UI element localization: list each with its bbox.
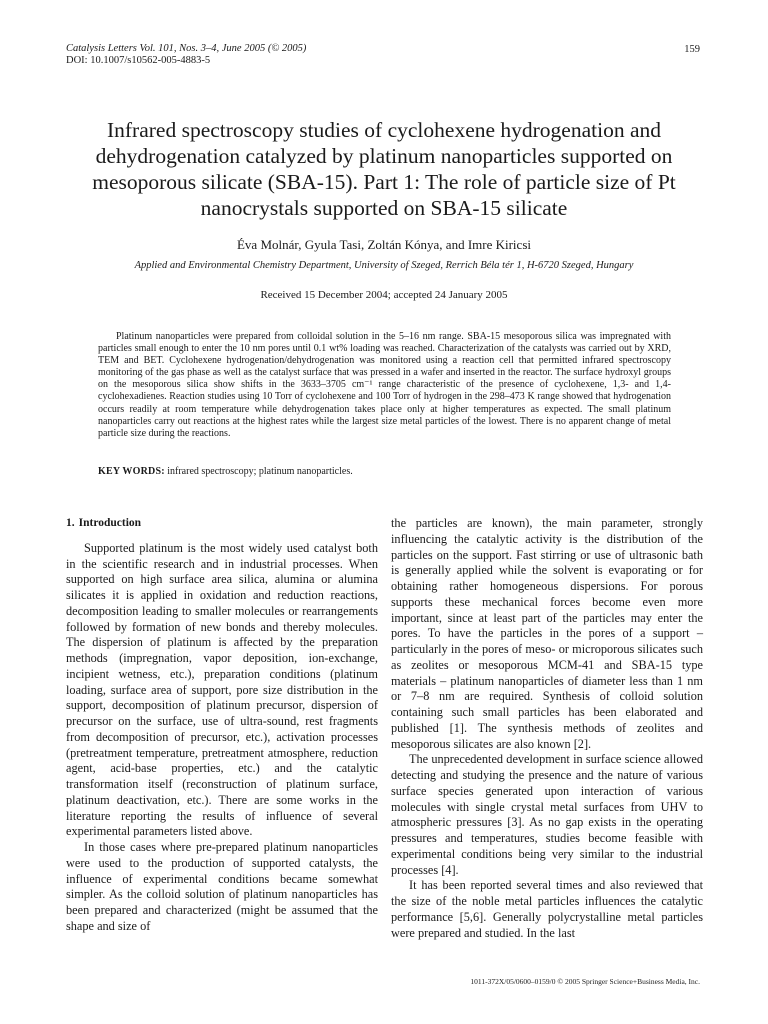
section-heading — [66, 516, 378, 532]
paragraph: Supported platinum is the most widely used catalyst both in the scientific research and in industrial processes. When supported on high surface area silica, alumina or alumina silicates it is applied in oxidation and reduction reactions, decomposition leading to smaller molecules or rearrangements followed by formation of new bonds and thereby molecules. The dispersion of platinum is affected by the preparation methods (impregnation, vapor deposition, ion-exchange, incipient wetness, etc.), preparation conditions (platinum loading, surface area of support, pore size distribution in the support, decomposition of platinum precursor, dispersion of precursor on the surface, use of ultra-sound, rest fragments from decomposition of precursor, etc.), activation processes (pretreatment temperature, pretreatment atmosphere, reduction agent, acid-base properties, etc.) and the catalytic transformation itself (reconstruction of platinum surface, platinum deactivation, etc.). There are some works in the literature reporting the results of influence of several experimental parameters listed above. — [66, 540, 378, 839]
right-column — [391, 516, 703, 941]
keywords-label: KEY WORDS: — [98, 466, 165, 477]
keywords-text: infrared spectroscopy; platinum nanoparticles. — [167, 466, 353, 477]
author-list: Éva Molnár, Gyula Tasi, Zoltán Kónya, and Imre Kiricsi — [236, 237, 531, 252]
paragraph: The unprecedented development in surface science allowed detecting and studying the presence and the nature of various surface species generated upon interaction of various molecules with single crystal metal surfaces from UHV to atmospheric pressures [3]. As no gap exists in the operating pressures and temperatures, studies become feasible with experimental conditions being very similar to the industrial processes [4]. — [391, 752, 703, 877]
paragraph: In those cases where pre-prepared platinum nanoparticles were used to the production of supported catalysts, the influence of experimental conditions became somewhat simpler. As the colloid solution of platinum nanoparticles has been prepared and characterized (might be assumed that the shape and size of — [66, 840, 378, 933]
journal-citation: Catalysis Letters Vol. 101, Nos. 3–4, June 2005 (© 2005) — [66, 43, 307, 54]
paragraph: the particles are known), the main parameter, strongly influencing the catalytic activity is the distribution of the particles on the support. Fast stirring or use of ultrasonic bath is generally applied while the solvent is evaporating or for obtaining rather homogeneous dispersions. For porous supports these mechanical forces become even more important, since at least part of the particles may enter the pores. To have the particles in the pores of a support – particularly in the pores of meso- or microporous silicates such as zeolites or mesoporous MCM-41 and SBA-15 type materials – platinum nanoparticles of diameter less than 1 nm or 7–8 nm are required. Synthesis of colloid solution containing such small particles has been elaborated and published [1]. The synthesis methods of zeolites and mesoporous silicates are also known [2]. — [391, 516, 703, 751]
paragraph: It has been reported several times and also reviewed that the size of the noble metal particles influences the catalytic performance [5,6]. Generally polycrystalline metal particles were prepared and studied. In the last — [391, 878, 703, 940]
affiliation: Applied and Environmental Chemistry Department, University of Szeged, Rerrich Béla tér 1, H-6720 Szeged, Hungary — [134, 260, 634, 271]
section-number: 1. — [66, 517, 75, 529]
left-column — [66, 516, 378, 935]
copyright-footer: 1011-372X/05/0600–0159/0 © 2005 Springer Science+Business Media, Inc. — [470, 977, 700, 986]
page-number: 159 — [684, 44, 700, 55]
received-dates: Received 15 December 2004; accepted 24 January 2005 — [260, 289, 508, 301]
section-title: Introduction — [78, 517, 142, 529]
article-title: Infrared spectroscopy studies of cyclohexene hydrogenation and dehydrogenation catalyzed by platinum nanoparticles supported on mesoporous silicate (SBA-15). Part 1: The role of particle size of Pt nanocrystals supported on SBA-15 silicate — [92, 118, 676, 220]
doi-line: DOI: 10.1007/s10562-005-4883-5 — [66, 55, 211, 66]
keywords — [98, 466, 671, 478]
abstract: Platinum nanoparticles were prepared from colloidal solution in the 5–16 nm range. SBA-15 mesoporous silica was impregnated with particles small enough to enter the 10 nm pores until 0.1 wt% loading was reached. Characterization of the catalysts was carried out by XRD, TEM and BET. Cyclohexene hydrogenation/dehydrogenation was monitored using a reaction cell that permitted infrared spectroscopy monitoring of the gas phase as well as the catalyst surface that was pressed in a wafer and inserted in the reactor. The surface hydroxyl groups on the mesoporous silica show shifts in the 3633–3705 cm⁻¹ range characteristic of the presence of cyclohexene, 1,3- and 1,4-cyclohexadienes. Reaction studies using 10 Torr of cyclohexene and 100 Torr of hydrogen in the 298–473 K range showed that hydrogenation occurs readily at room temperature while dehydrogenation takes place only at higher temperatures as expected. The small platinum nanoparticles carry out reactions at the highest rates while the largest size metal particles of the lowest. There is no apparent change of metal particle size during the reactions. — [98, 331, 671, 439]
